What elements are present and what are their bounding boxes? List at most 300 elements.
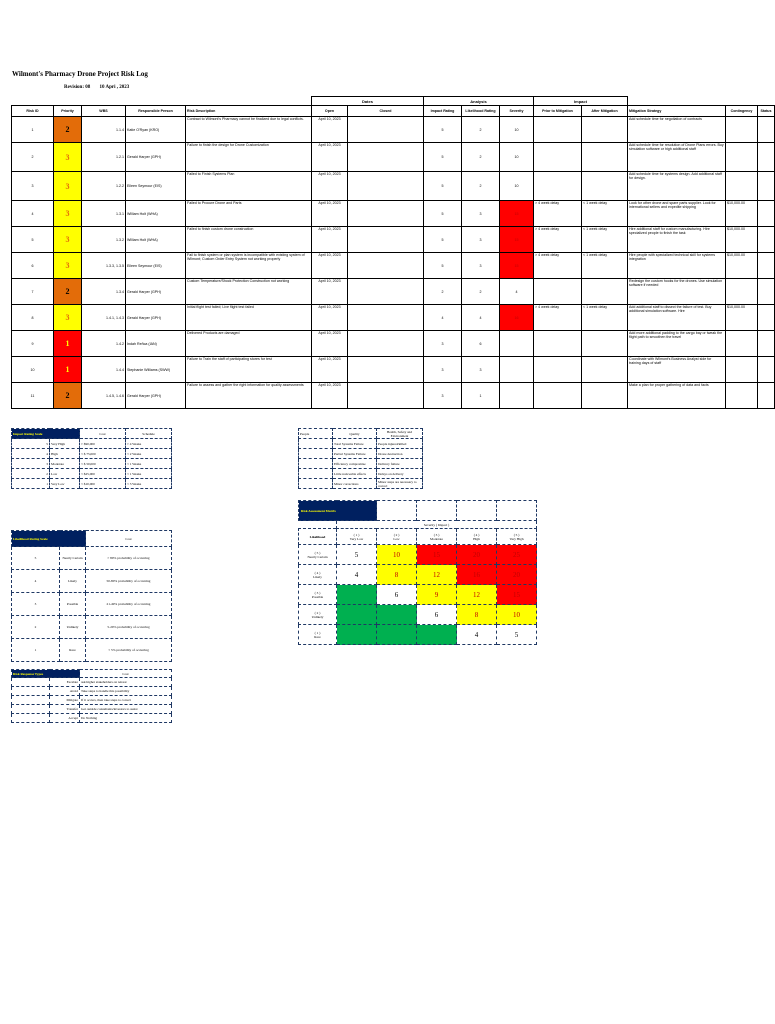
status: [758, 357, 775, 383]
matrix-row: [299, 625, 537, 645]
mitigation-strategy: Hire people with specialized technical skill for systems integration: [628, 253, 726, 279]
severity-value: 15: [500, 227, 534, 253]
risk-row: [12, 357, 775, 383]
status: [758, 227, 775, 253]
revision-number: Revision: 08: [64, 85, 91, 90]
severity-header: Severity ( Impact ): [337, 521, 537, 529]
matrix-cell: 2: [377, 625, 417, 645]
response-type-name: Avoid: [50, 687, 80, 696]
responsible-person: Eileen Seymour (EIS): [126, 253, 186, 279]
impact-scale-row: [12, 459, 172, 469]
matrix-cell: 15: [497, 585, 537, 605]
impact-scale-row: [12, 479, 172, 489]
col-header-7: Impact Rating: [424, 106, 462, 117]
open-date: April 10, 2023: [312, 383, 348, 409]
hse-cell: Delays on delivery: [377, 469, 423, 479]
likelihood-rating: 2: [462, 117, 500, 143]
response-type-spacer: [12, 705, 50, 714]
risk-description: Contract to Wilmont's Pharmacy cannot be finalized due to legal conflicts.: [186, 117, 312, 143]
responsible-person: Gerald Harper (GPH): [126, 305, 186, 331]
impact-rating: 5: [424, 117, 462, 143]
likelihood-level: 4: [12, 570, 60, 593]
severity-level: ( 3 ): [433, 532, 440, 537]
wbs-code: 1.4.4: [82, 357, 126, 383]
risk-id: 8: [12, 305, 54, 331]
likelihood-row-level: ( 5 ): [314, 550, 321, 555]
likelihood-rating: 3: [462, 253, 500, 279]
prior-mitigation: [534, 357, 582, 383]
contingency: $10,000.00: [726, 305, 758, 331]
matrix-cell: 4: [377, 605, 417, 625]
severity-value: 15: [500, 201, 534, 227]
mitigation-strategy: Add schedule time for negotiation of contracts: [628, 117, 726, 143]
open-date: April 10, 2023: [312, 172, 348, 201]
quality-cell: Little noticeable effects: [333, 469, 377, 479]
matrix-cell: 10: [497, 605, 537, 625]
likelihood-description: 5-20% probability of occurring: [86, 616, 172, 639]
matrix-cell: 5: [337, 545, 377, 565]
mitigation-strategy: Add schedule time for systems design. Add additional staff for design.: [628, 172, 726, 201]
risk-assessment-matrix: [298, 500, 537, 645]
open-date: April 10, 2023: [312, 279, 348, 305]
impact-category-row: [299, 469, 423, 479]
wbs-code: 1.4.2: [82, 331, 126, 357]
impact-scale-row: [12, 439, 172, 449]
likelihood-row-header: [299, 565, 337, 585]
matrix-cell: 5: [497, 625, 537, 645]
risk-id: 3: [12, 172, 54, 201]
likelihood-scale-row: [12, 547, 172, 570]
impact-rating: 4: [424, 305, 462, 331]
after-mitigation: [582, 143, 628, 172]
quality-cell: Partial Systems Failure: [333, 449, 377, 459]
risk-id: 2: [12, 143, 54, 172]
response-type-spacer: [12, 687, 50, 696]
likelihood-row-header: [299, 585, 337, 605]
after-mitigation: [582, 357, 628, 383]
col-header-12: Mitigation Strategy: [628, 106, 726, 117]
matrix-cell: 9: [417, 585, 457, 605]
impact-cost: < $25,000: [80, 469, 126, 479]
risk-row: [12, 201, 775, 227]
impact-rating: 2: [424, 279, 462, 305]
severity-value: 4: [500, 279, 534, 305]
status: [758, 117, 775, 143]
matrix-cell: 1: [337, 625, 377, 645]
status: [758, 253, 775, 279]
response-type-description: If it occurs, then take steps to correct: [80, 696, 172, 705]
contingency: [726, 331, 758, 357]
severity-level: ( 2 ): [393, 532, 400, 537]
likelihood-description: 50-80% probability of occurring: [86, 570, 172, 593]
matrix-cell: 25: [497, 545, 537, 565]
mitigation-strategy: Add schedule time for resolution of Drone Plans errors. Buy simulation software or high additional staff: [628, 143, 726, 172]
severity-value: 10: [500, 143, 534, 172]
risk-description: Failure to finish the design for Drone Customization: [186, 143, 312, 172]
column-header-row: [12, 106, 775, 117]
contingency: $10,000.00: [726, 201, 758, 227]
impact-rating: 5: [424, 253, 462, 279]
matrix-row: [299, 545, 537, 565]
severity-value: [500, 357, 534, 383]
risk-response-types: [11, 669, 172, 723]
responsible-person: Eileen Seymour (EIS): [126, 172, 186, 201]
open-date: April 10, 2023: [312, 305, 348, 331]
closed-date: [348, 357, 424, 383]
contingency: [726, 143, 758, 172]
wbs-code: 1.3.4: [82, 279, 126, 305]
severity-column-header: [457, 529, 497, 545]
priority-badge: 3: [54, 305, 82, 331]
matrix-cell: 4: [337, 565, 377, 585]
contingency: [726, 172, 758, 201]
impact-cost: > $90,000: [80, 439, 126, 449]
response-type-row: [12, 696, 172, 705]
prior-mitigation: > 4 week delay: [534, 253, 582, 279]
impact-schedule: < 2 Weeks: [126, 449, 172, 459]
revision-line: [64, 85, 137, 90]
contingency: [726, 383, 758, 409]
impact-schedule: < 3 Weeks: [126, 479, 172, 489]
document-title: Wilmont's Pharmacy Drone Project Risk Log: [12, 70, 148, 78]
open-date: April 10, 2023: [312, 227, 348, 253]
closed-date: [348, 227, 424, 253]
impact-level: 2: [12, 469, 50, 479]
matrix-cell: 20: [457, 545, 497, 565]
col-header-13: Contingency: [726, 106, 758, 117]
closed-date: [348, 279, 424, 305]
hse-cell: People injured/killed: [377, 439, 423, 449]
response-type-name: Transfer: [50, 705, 80, 714]
closed-date: [348, 305, 424, 331]
wbs-code: 1.4.5, 1.4.6: [82, 383, 126, 409]
response-types-title: Risk Response Types: [12, 670, 80, 678]
closed-date: [348, 172, 424, 201]
impact-scale-row: [12, 449, 172, 459]
status: [758, 305, 775, 331]
response-type-name: Escalate: [50, 678, 80, 687]
response-type-name: Accept: [50, 714, 80, 723]
after-mitigation: [582, 172, 628, 201]
matrix-cell: 4: [457, 625, 497, 645]
response-type-description: Take steps to handle this possibility: [80, 687, 172, 696]
likelihood-level: 1: [12, 639, 60, 662]
severity-column-header: [377, 529, 417, 545]
severity-value: [500, 383, 534, 409]
likelihood-scale-row: [12, 593, 172, 616]
risk-row: [12, 143, 775, 172]
matrix-cell: 8: [377, 565, 417, 585]
matrix-cell: 20: [497, 565, 537, 585]
risk-rows: [12, 117, 775, 409]
impact-scale-row: [12, 469, 172, 479]
impact-category-row: [299, 439, 423, 449]
response-type-row: [12, 714, 172, 723]
impact-rating-scale: [11, 428, 172, 489]
contingency: [726, 357, 758, 383]
impact-label: Low: [50, 469, 80, 479]
impact-scale-title: Impact Rating Scale: [12, 429, 80, 439]
after-mitigation: < 1 week delay: [582, 253, 628, 279]
response-type-description: ask higher stakeholders on retreat: [80, 678, 172, 687]
risk-log-table: [11, 96, 775, 409]
after-mitigation: [582, 279, 628, 305]
responsible-person: Gerald Harper (GPH): [126, 143, 186, 172]
status: [758, 383, 775, 409]
col-header-11: After Mitigation: [582, 106, 628, 117]
priority-badge: 3: [54, 143, 82, 172]
risk-id: 1: [12, 117, 54, 143]
mitigation-strategy: Hire additional staff for custom manufacturing. Hire specialized people to finish the task: [628, 227, 726, 253]
matrix-row: [299, 585, 537, 605]
group-header-row: [12, 97, 775, 106]
impact-level: 1: [12, 479, 50, 489]
likelihood-level: 5: [12, 547, 60, 570]
impact-category-table: [298, 428, 423, 489]
likelihood-level: 3: [12, 593, 60, 616]
status: [758, 201, 775, 227]
open-date: April 10, 2023: [312, 143, 348, 172]
impact-rating: 3: [424, 331, 462, 357]
col-header-3: Responsible Person: [126, 106, 186, 117]
severity-label: Moderate: [430, 536, 444, 541]
people-col: People: [299, 429, 333, 439]
after-mitigation: [582, 117, 628, 143]
likelihood-row-level: ( 4 ): [314, 570, 321, 575]
wbs-code: 1.2.1: [82, 143, 126, 172]
severity-column-header: [337, 529, 377, 545]
likelihood-level: 2: [12, 616, 60, 639]
closed-date: [348, 383, 424, 409]
risk-row: [12, 279, 775, 305]
impact-category-row: [299, 449, 423, 459]
impact-rating: 5: [424, 172, 462, 201]
matrix-cell: 10: [377, 545, 417, 565]
responsible-person: Gerald Harper (GPH): [126, 383, 186, 409]
people-cell: [299, 469, 333, 479]
likelihood-row-label: Possible: [311, 594, 324, 599]
quality-col: Quality: [333, 429, 377, 439]
response-type-row: [12, 705, 172, 714]
risk-description: Failure to assess and gather the right information for quality assessments: [186, 383, 312, 409]
impact-col-cost: Cost: [80, 429, 126, 439]
prior-mitigation: [534, 383, 582, 409]
likelihood-description: < 5% probability of occurring: [86, 639, 172, 662]
open-date: April 10, 2023: [312, 357, 348, 383]
responsible-person: William Holt (WHA): [126, 227, 186, 253]
mitigation-strategy: Coordinate with Wilmont's Business Analyst side for training days of staff: [628, 357, 726, 383]
severity-column-header: [417, 529, 457, 545]
priority-badge: 3: [54, 172, 82, 201]
mitigation-strategy: Redesign the custom hooks for the drones. Use simulation software if needed: [628, 279, 726, 305]
response-type-row: [12, 687, 172, 696]
risk-description: Initial flight test failed; Live flight test failed: [186, 305, 312, 331]
priority-badge: 1: [54, 357, 82, 383]
likelihood-rating: 3: [462, 357, 500, 383]
impact-rating: 3: [424, 357, 462, 383]
impact-level: 4: [12, 449, 50, 459]
response-type-description: Get outside consultants/investors to assist: [80, 705, 172, 714]
quality-cell: Total Systems Failure: [333, 439, 377, 449]
mitigation-strategy: Make a plan for proper gathering of data and facts: [628, 383, 726, 409]
matrix-row: [299, 605, 537, 625]
likelihood-label: Unlikely: [60, 616, 86, 639]
people-cell: [299, 449, 333, 459]
matrix-cell: 8: [457, 605, 497, 625]
risk-row: [12, 331, 775, 357]
prior-mitigation: [534, 172, 582, 201]
wbs-code: 1.2.2: [82, 172, 126, 201]
col-header-10: Prior to Mitigation: [534, 106, 582, 117]
impact-rating: 5: [424, 143, 462, 172]
risk-row: [12, 227, 775, 253]
likelihood-row-level: ( 2 ): [314, 610, 321, 615]
matrix-title: Risk Assessment Matrix: [299, 501, 377, 521]
after-mitigation: [582, 383, 628, 409]
response-col: Cost: [80, 670, 172, 678]
risk-row: [12, 172, 775, 201]
priority-badge: 3: [54, 253, 82, 279]
severity-value: 10: [500, 172, 534, 201]
severity-value: [500, 331, 534, 357]
group-analysis: Analysis: [424, 97, 534, 106]
likelihood-scale-row: [12, 616, 172, 639]
likelihood-label: Possible: [60, 593, 86, 616]
people-cell: [299, 459, 333, 469]
severity-value: 16: [500, 305, 534, 331]
quality-cell: Efficiency compromise: [333, 459, 377, 469]
likelihood-label: Nearly Certain: [60, 547, 86, 570]
likelihood-row-label: Rare: [314, 634, 321, 639]
severity-value: 15: [500, 253, 534, 279]
likelihood-rating: 6: [462, 331, 500, 357]
likelihood-rating: 2: [462, 143, 500, 172]
matrix-cell: 2: [337, 605, 377, 625]
matrix-row: [299, 565, 537, 585]
wbs-code: 1.1.4: [82, 117, 126, 143]
likelihood-row-level: ( 3 ): [314, 590, 321, 595]
severity-label: Very Low: [349, 536, 364, 541]
after-mitigation: [582, 331, 628, 357]
closed-date: [348, 143, 424, 172]
contingency: $10,000.00: [726, 253, 758, 279]
likelihood-row-header: [299, 545, 337, 565]
response-type-row: [12, 678, 172, 687]
hse-cell: Delivery failure: [377, 459, 423, 469]
closed-date: [348, 253, 424, 279]
contingency: [726, 279, 758, 305]
hse-col: Health, Safety and Environment: [377, 429, 423, 439]
hse-cell: Minor steps are necessary to correct: [377, 479, 423, 489]
status: [758, 279, 775, 305]
impact-label: Very High: [50, 439, 80, 449]
mitigation-strategy: Add additional staff to dissect the failure of test. Buy additional simulation software. Hire: [628, 305, 726, 331]
impact-rating: 5: [424, 201, 462, 227]
risk-description: Failure to Train the staff of participating stores for test: [186, 357, 312, 383]
impact-col-schedule: Schedule: [126, 429, 172, 439]
risk-row: [12, 253, 775, 279]
severity-column-header: [497, 529, 537, 545]
severity-level: ( 5 ): [513, 532, 520, 537]
contingency: $10,000.00: [726, 227, 758, 253]
col-header-6: Closed: [348, 106, 424, 117]
priority-badge: 1: [54, 331, 82, 357]
likelihood-label: Rare: [60, 639, 86, 662]
likelihood-row-header: [299, 625, 337, 645]
closed-date: [348, 201, 424, 227]
impact-category-row: [299, 479, 423, 489]
impact-cost: < $ 50,000: [80, 459, 126, 469]
risk-id: 5: [12, 227, 54, 253]
mitigation-strategy: Add more additional padding to the cargo bay or tweak the flight path to smoothen the travel: [628, 331, 726, 357]
risk-id: 10: [12, 357, 54, 383]
prior-mitigation: > 4 week delay: [534, 305, 582, 331]
risk-row: [12, 383, 775, 409]
priority-badge: 3: [54, 227, 82, 253]
impact-level: 3: [12, 459, 50, 469]
revision-date: 10 Apri , 2023: [99, 85, 130, 90]
likelihood-scale-row: [12, 639, 172, 662]
wbs-code: 1.3.2: [82, 227, 126, 253]
open-date: April 10, 2023: [312, 253, 348, 279]
status: [758, 143, 775, 172]
severity-label: Very High: [509, 536, 524, 541]
col-header-9: Severity: [500, 106, 534, 117]
risk-description: Fail to finish system or plan system is incompatible with existing system of Wilmont; Custom Order Entry System not working properly: [186, 253, 312, 279]
quality-cell: Minor corrections: [333, 479, 377, 489]
matrix-cell: 3: [337, 585, 377, 605]
risk-row: [12, 305, 775, 331]
likelihood-header: Likelihood: [299, 529, 337, 545]
severity-label: High: [473, 536, 480, 541]
responsible-person: William Holt (WHA): [126, 201, 186, 227]
matrix-cell: 3: [417, 625, 457, 645]
likelihood-row-level: ( 1 ): [314, 630, 321, 635]
open-date: April 10, 2023: [312, 331, 348, 357]
matrix-cell: 6: [377, 585, 417, 605]
open-date: April 10, 2023: [312, 201, 348, 227]
likelihood-row-header: [299, 605, 337, 625]
likelihood-rating: 2: [462, 172, 500, 201]
wbs-code: 1.3.1: [82, 201, 126, 227]
closed-date: [348, 331, 424, 357]
contingency: [726, 117, 758, 143]
likelihood-col: Cost: [86, 531, 172, 547]
priority-badge: 2: [54, 383, 82, 409]
col-header-14: Status: [758, 106, 775, 117]
risk-id: 7: [12, 279, 54, 305]
status: [758, 172, 775, 201]
likelihood-rating: 2: [462, 279, 500, 305]
col-header-5: Open: [312, 106, 348, 117]
response-type-name: Mitigate: [50, 696, 80, 705]
likelihood-row-label: Likely: [313, 574, 322, 579]
risk-description: Failed to Finish Systems Plan: [186, 172, 312, 201]
likelihood-row-label: Nearly Certain: [307, 554, 328, 559]
impact-label: High: [50, 449, 80, 459]
col-header-1: Priority: [54, 106, 82, 117]
response-type-spacer: [12, 714, 50, 723]
severity-value: 10: [500, 117, 534, 143]
impact-schedule: < 1 Weeks: [126, 469, 172, 479]
people-cell: [299, 479, 333, 489]
risk-description: Failed to Procure Drone and Parts: [186, 201, 312, 227]
risk-id: 11: [12, 383, 54, 409]
wbs-code: 1.4.1, 1.4.3: [82, 305, 126, 331]
impact-cost: < $ 75,000: [80, 449, 126, 459]
group-dates: Dates: [312, 97, 424, 106]
mitigation-strategy: Look for other drone and spare parts supplier. Look for international sellers and expedite shipping: [628, 201, 726, 227]
